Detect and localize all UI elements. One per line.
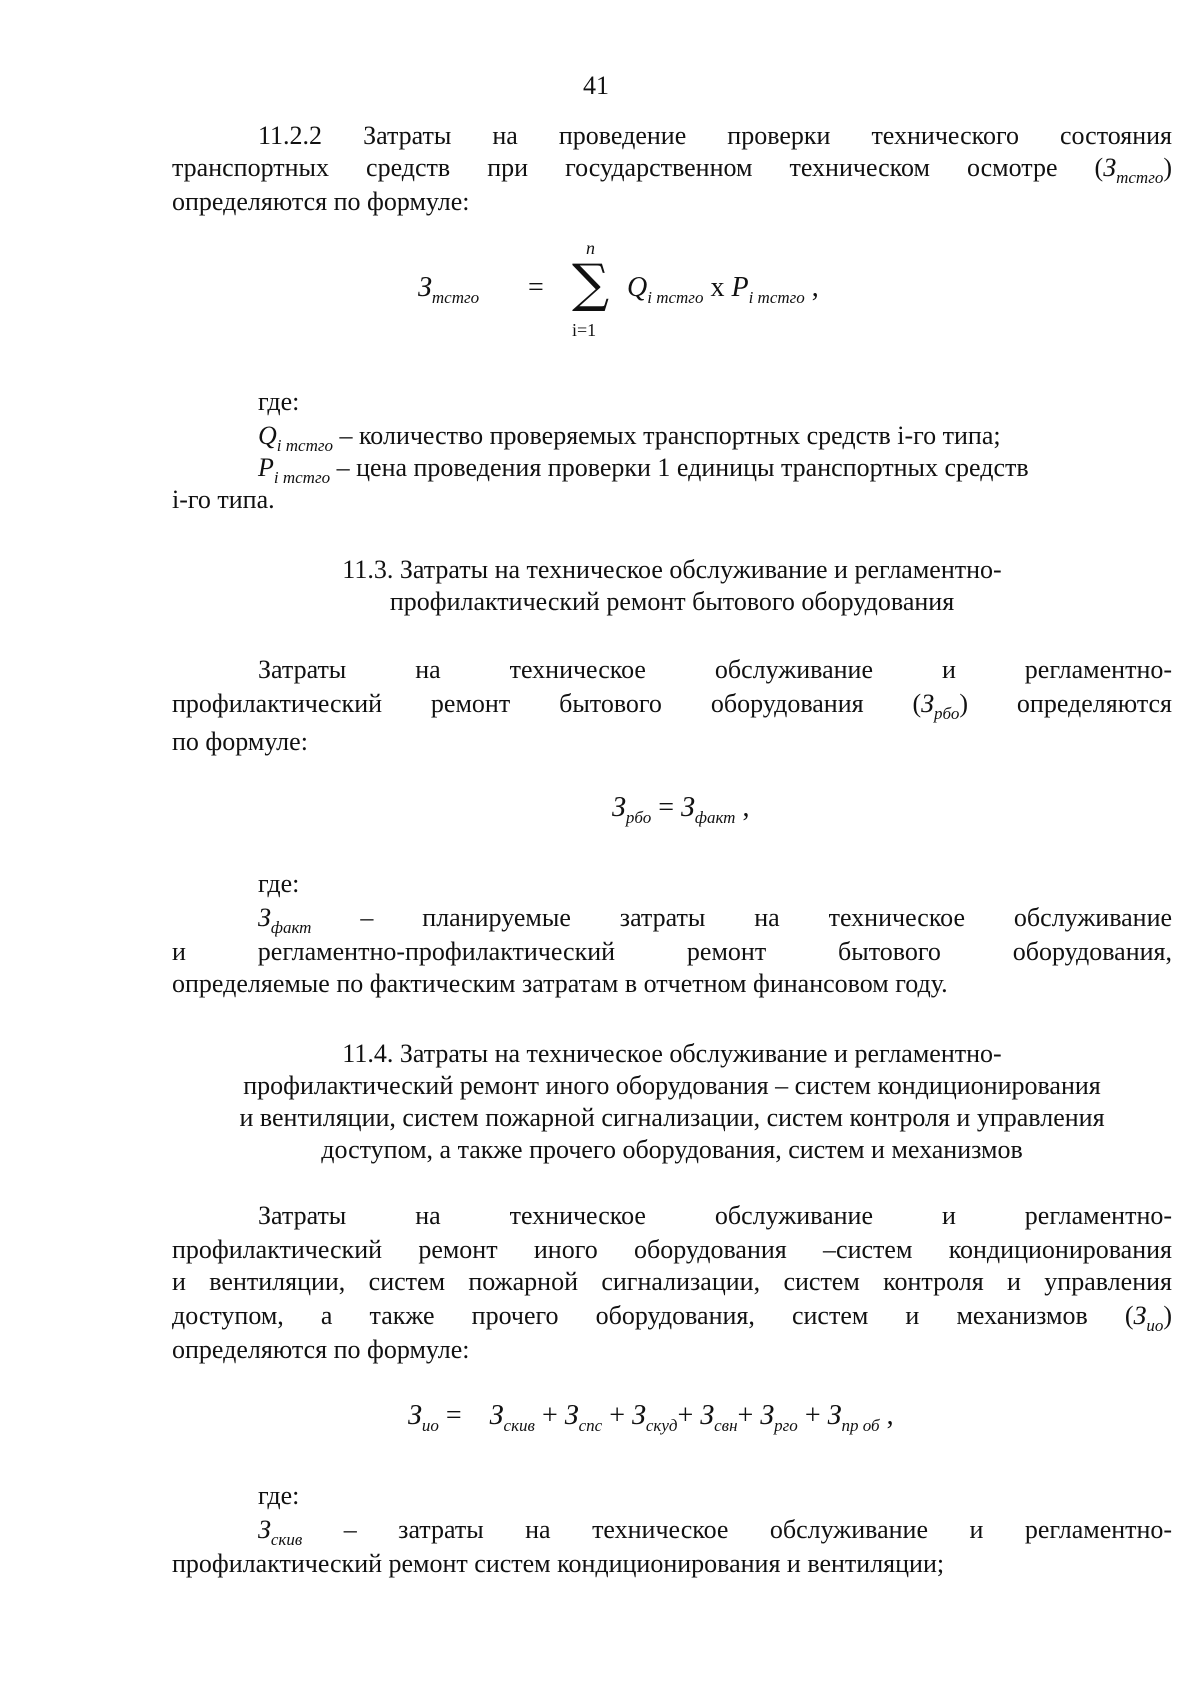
where2-line3: определяемые по фактическим затратам в отчетном финансовом году. bbox=[172, 969, 948, 998]
where2-line2: и регламентно-профилактический ремонт бытового оборудования, bbox=[172, 937, 1172, 966]
heading-11-4-line4: доступом, а также прочего оборудования, систем и механизмов bbox=[321, 1135, 1023, 1164]
sum-upper-limit: n bbox=[586, 238, 595, 258]
heading-11-4-line1: 11.4. Затраты на техническое обслуживание и регламентно- bbox=[342, 1039, 1002, 1068]
heading-11-3-line1: 11.3. Затраты на техническое обслуживание и регламентно- bbox=[342, 555, 1002, 584]
page-number: 41 bbox=[583, 71, 609, 100]
formula-3: $З_{ио}$ = $З_{скив} + З_{спс} + З_{скуд}+ З_{свн}+ З_{рго} + З_{пр об}$ , bbox=[408, 1400, 894, 1435]
where3-label: где: bbox=[258, 1481, 300, 1510]
where1-q: $Q_{i тстго}$ – количество проверяемых транспортных средств i-го типа; bbox=[258, 421, 1001, 455]
s1-line1: 11.2.2 Затраты на проведение проверки технического состояния bbox=[258, 121, 1172, 150]
s1-line2: транспортных средств при государственном техническом осмотре $(З_{тстго})$ bbox=[172, 153, 1172, 187]
heading-11-4-line2: профилактический ремонт иного оборудования – систем кондиционирования bbox=[243, 1071, 1101, 1100]
p114-line2: профилактический ремонт иного оборудования –систем кондиционирования bbox=[172, 1235, 1172, 1264]
formula-2: $З_{рбо} = З_{факт}$ , bbox=[612, 792, 750, 827]
where1-label: где: bbox=[258, 387, 300, 416]
p114-line1: Затраты на техническое обслуживание и регламентно- bbox=[258, 1201, 1173, 1230]
p113-line3: по формуле: bbox=[172, 727, 308, 756]
where3-line1: $З_{скив}$ – затраты на техническое обслуживание и регламентно- bbox=[258, 1515, 1173, 1549]
heading-11-4-line3: и вентиляции, систем пожарной сигнализации, систем контроля и управления bbox=[239, 1103, 1105, 1132]
s1-line3: определяются по формуле: bbox=[172, 187, 470, 216]
where1-p: $P_{i тстго}$ – цена проведения проверки 1 единицы транспортных средств bbox=[258, 453, 1029, 487]
p113-line2: профилактический ремонт бытового оборудования $(З_{рбо})$ определяются bbox=[172, 689, 1172, 723]
where2-line1: $З_{факт}$ – планируемые затраты на техническое обслуживание bbox=[258, 903, 1173, 937]
p114-line3: и вентиляции, систем пожарной сигнализации, систем контроля и управления bbox=[172, 1267, 1172, 1296]
p113-line1: Затраты на техническое обслуживание и регламентно- bbox=[258, 655, 1173, 684]
p114-line5: определяются по формуле: bbox=[172, 1335, 470, 1364]
where1-p-cont: i-го типа. bbox=[172, 485, 275, 514]
document-page: 41 11.2.2 Затраты на проведение проверки технического состояния транспортных средств при государственном техническом осмотре $(З_{тстго})$ определяются по формуле: $З_{тстго}$ = n ∑ i=1 $Q_{i тстго}$ x $P_{i тстго}$ , где: $Q_{i тстго}$ – количество проверяемых транспортных средств i-го типа; $P_{i тстго}$ – цена проведения проверки 1 единицы транспортных средств i-го типа. 11.3. Затраты на техническое обслуживание и регламентно- профилактический ремонт бытового оборудования Затраты на техническое обслуживание и регламентно- профилактический ремонт бытового оборудования $(З_{рбо})$ определяются по формуле: $З_{рбо} = З_{факт}$ , где: $З_{факт}$ – планируемые затраты на техническое обслуживание и регламентно-профилактический ремонт бытового оборудования, определяемые по фактическим затратам в отчетном финансовом году. 11.4. Затраты на техническое обслуживание и регламентно- профилактический ремонт иного оборудования – систем кондиционирования и вентиляции, систем пожарной сигнализации, систем контроля и управления доступом, а также прочего оборудования, систем и механизмов Затраты на техническое обслуживание и регламентно- профилактический ремонт иного оборудования –систем кондиционирования и вентиляции, систем пожарной сигнализации, систем контроля и управления доступом, а также прочего оборудования, систем и механизмов $(З_{ио})$ определяются по формуле: $З_{ио}$ = $З_{скив} + З_{спс} + З_{скуд}+ З_{свн}+ З_{рго} + З_{пр об}$ , где: $З_{скив}$ – затраты на техническое обслуживание и регламентно- профилактический ремонт систем кондиционирования и вентиляции; bbox=[172, 71, 1173, 1578]
sum-sign: ∑ bbox=[572, 254, 610, 314]
heading-11-3-line2: профилактический ремонт бытового оборудования bbox=[389, 587, 955, 616]
where2-label: где: bbox=[258, 869, 300, 898]
p114-line4: доступом, а также прочего оборудования, систем и механизмов $(З_{ио})$ bbox=[172, 1301, 1173, 1335]
sum-lower-limit: i=1 bbox=[572, 320, 597, 340]
where3-line2: профилактический ремонт систем кондиционирования и вентиляции; bbox=[172, 1549, 945, 1578]
